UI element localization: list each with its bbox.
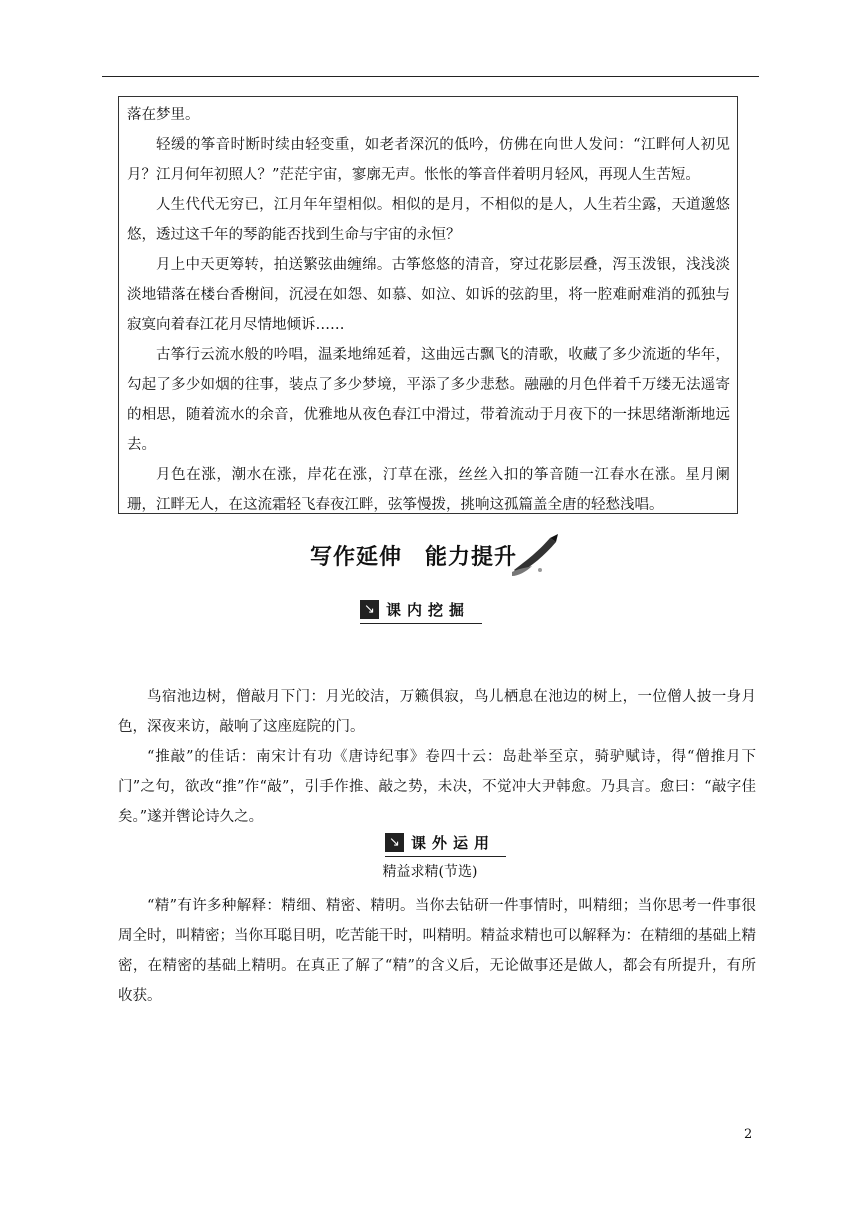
section-label: 课外运用 xyxy=(411,834,496,852)
out-class-text xyxy=(118,891,756,1011)
page-number: 2 xyxy=(744,1127,753,1142)
banner-title: 写作延伸 能力提升 xyxy=(310,545,518,570)
paragraph: “精”有许多种解释：精细、精密、精明。当你去钻研一件事情时，叫精细；当你思考一件事很周全时，叫精密；当你耳聪目明，吃苦能干时，叫精明。精益求精也可以解释为：在精细的基础上精密，在精密的基础上精明。在真正了解了“精”的含义后，无论做事还是做人，都会有所提升，有所收获。 xyxy=(118,898,756,1004)
passage-paragraph: 月上中天更筹转，拍送繁弦曲缠绵。古筝悠悠的清音，穿过花影层叠，泻玉泼银，浅浅淡淡地错落在楼台香榭间，沉浸在如怨、如慕、如泣、如诉的弦韵里，将一腔难耐难消的孤独与寂寞向着春江花月尽情地倾诉…… xyxy=(127,257,730,333)
section-tag-out-class xyxy=(385,832,506,856)
section-banner xyxy=(300,532,564,578)
paragraph: 鸟宿池边树，僧敲月下门：月光皎洁，万籁俱寂，鸟儿栖息在池边的树上，一位僧人披一身月色，深夜来访，敲响了这座庭院的门。 xyxy=(118,689,756,735)
passage-paragraph: 月色在涨，潮水在涨，岸花在涨，汀草在涨，丝丝入扣的筝音随一江春水在涨。星月阑珊，江畔无人，在这流霜轻飞春夜江畔，弦筝慢拨，挑响这孤篇盖全唐的轻愁浅唱。 xyxy=(127,467,730,513)
article-subtitle: 精益求精(节选) xyxy=(382,864,478,880)
section-underline xyxy=(385,856,506,857)
arrow-icon: ↘ xyxy=(360,600,379,619)
passage-paragraph: 落在梦里。 xyxy=(127,107,200,123)
brush-icon xyxy=(510,532,562,582)
passage-paragraph: 古筝行云流水般的吟唱，温柔地绵延着，这曲远古飘飞的清歌，收藏了多少流逝的华年，勾起了多少如烟的往事，装点了多少梦境，平添了多少悲愁。融融的月色伴着千万缕无法遥寄的相思，随着流水的余音，优雅地从夜色春江中滑过，带着流动于月夜下的一抹思绪渐渐地远去。 xyxy=(127,347,730,453)
passage-paragraph: 轻缓的筝音时断时续由轻变重，如老者深沉的低吟，仿佛在向世人发问：“江畔何人初见月？江月何年初照人？”茫茫宇宙，寥廓无声。怅怅的筝音伴着明月轻风，再现人生苦短。 xyxy=(127,137,730,183)
section-label: 课内挖掘 xyxy=(386,601,471,619)
passage-paragraph: 人生代代无穷已，江月年年望相似。相似的是月，不相似的是人，人生若尘露，天道邈悠悠，透过这千年的琴韵能否找到生命与宇宙的永恒？ xyxy=(127,197,730,243)
boxed-passage xyxy=(118,96,738,514)
arrow-icon: ↘ xyxy=(385,833,404,852)
paragraph: “推敲”的佳话：南宋计有功《唐诗纪事》卷四十云：岛赴举至京，骑驴赋诗，得“僧推月下门”之句，欲改“推”作“敲”，引手作推、敲之势，未决，不觉冲大尹韩愈。乃具言。愈曰：“敲字佳矣。”遂并辔论诗久之。 xyxy=(118,749,756,825)
section-underline xyxy=(360,623,482,624)
in-class-text xyxy=(118,682,756,832)
section-tag-in-class xyxy=(360,599,482,623)
header-rule xyxy=(102,76,759,77)
